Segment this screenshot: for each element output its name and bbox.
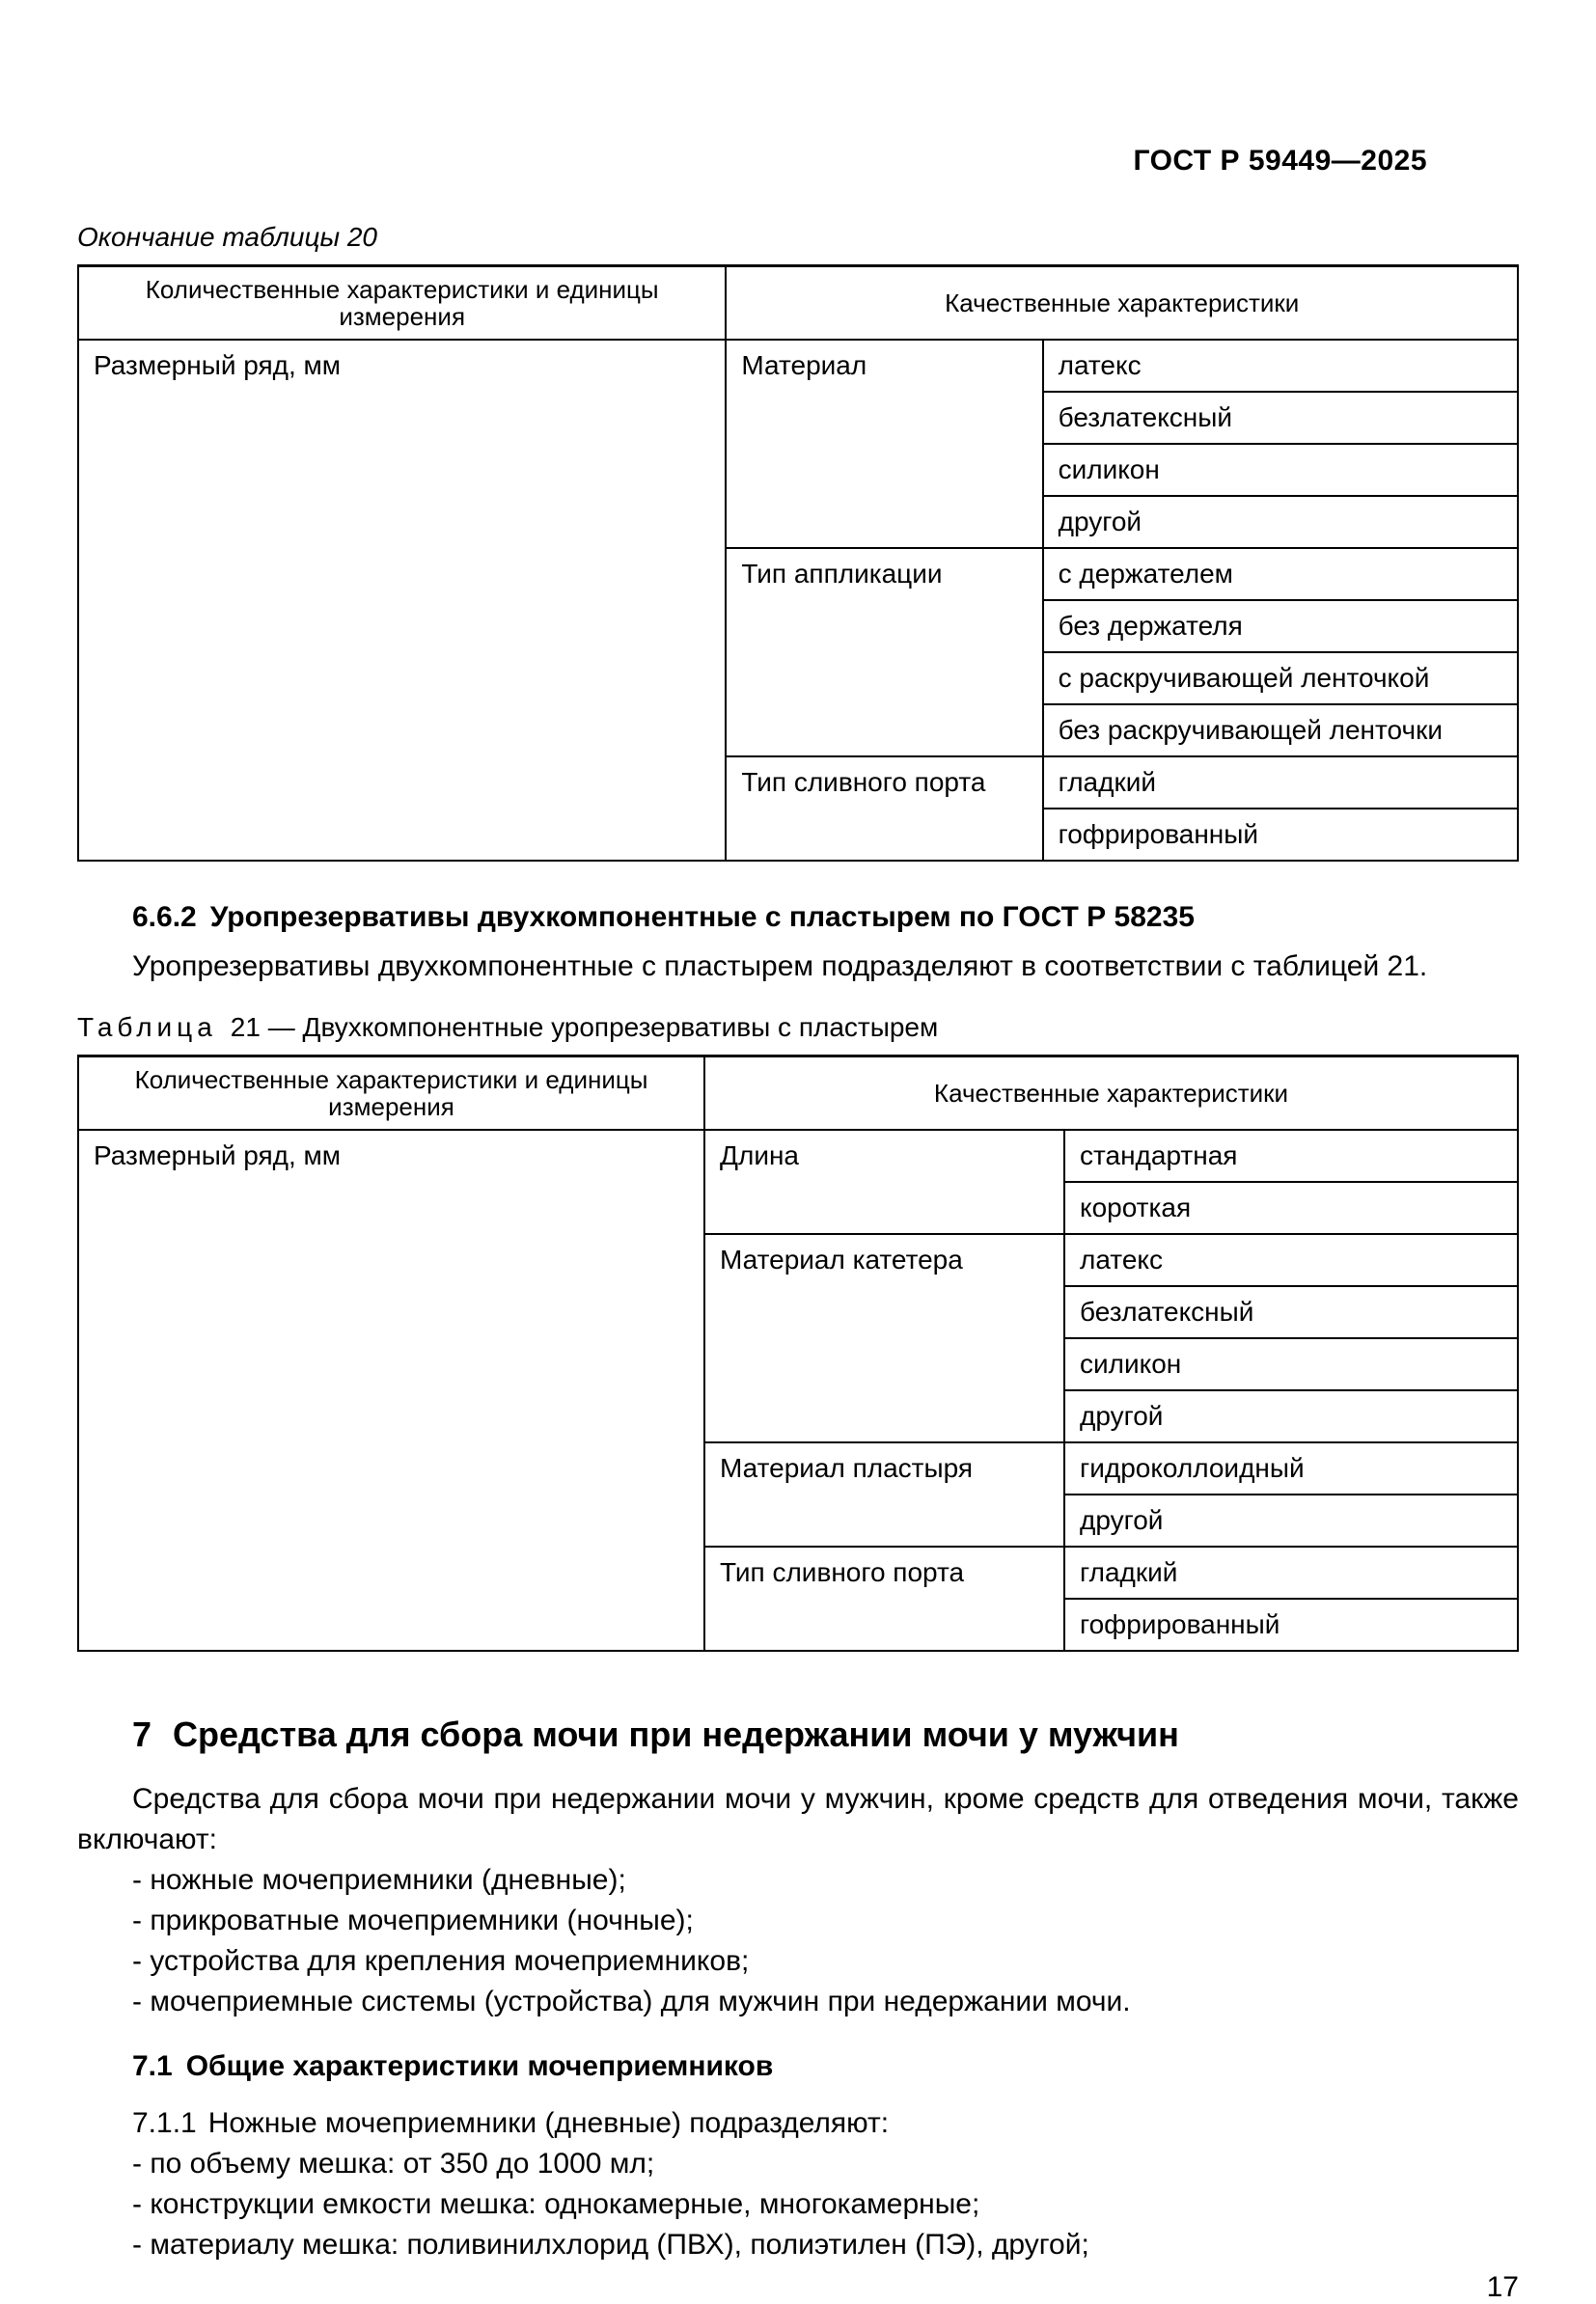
table-caption-text: 21 — Двухкомпонентные уропрезервативы с пластырем — [230, 1012, 939, 1042]
value-cell: латекс — [1043, 340, 1518, 392]
heading-number: 7.1 — [132, 2050, 173, 2082]
header-qualitative: Качественные характеристики — [704, 1056, 1518, 1131]
heading-text: Уропрезервативы двухкомпонентные с пластырем по ГОСТ Р 58235 — [209, 901, 1195, 933]
heading-6-6-2 — [77, 900, 1519, 935]
header-quantitative: Количественные характеристики и единицы измерения — [78, 266, 726, 341]
value-cell: стандартная — [1064, 1130, 1518, 1182]
value-cell: гофрированный — [1064, 1599, 1518, 1651]
heading-section-7 — [77, 1714, 1519, 1756]
header-quantitative: Количественные характеристики и единицы измерения — [78, 1056, 704, 1131]
size-range-cell: Размерный ряд, мм — [78, 1130, 704, 1651]
doc-code: ГОСТ Р 59449—2025 — [1133, 145, 1427, 177]
list-item: - по объему мешка: от 350 до 1000 мл; — [132, 2148, 655, 2180]
table-row — [78, 340, 1518, 392]
header-qualitative: Качественные характеристики — [726, 266, 1518, 341]
group-label-cell: Длина — [704, 1130, 1064, 1234]
list-item: - материалу мешка: поливинилхлорид (ПВХ), полиэтилен (ПЭ), другой; — [132, 2229, 1089, 2261]
value-cell: латекс — [1064, 1234, 1518, 1286]
list-item: - устройства для крепления мочеприемников; — [132, 1945, 750, 1977]
group-label-cell: Тип сливного порта — [726, 756, 1042, 861]
paragraph-section-7-intro: Средства для сбора мочи при недержании мочи у мужчин, кроме средств для отведения мочи, также включают: — [77, 1783, 1519, 1855]
heading-7-1 — [77, 2049, 1519, 2084]
group-label-cell: Материал — [726, 340, 1042, 548]
heading-text: Общие характеристики мочеприемников — [185, 2050, 774, 2082]
value-cell: силикон — [1043, 444, 1518, 496]
value-cell: другой — [1064, 1390, 1518, 1442]
list-item: - мочеприемные системы (устройства) для мужчин при недержании мочи. — [132, 1986, 1131, 2017]
table-word: Таблица — [77, 1012, 217, 1042]
value-cell: гладкий — [1043, 756, 1518, 809]
value-cell: гофрированный — [1043, 809, 1518, 861]
heading-text: Средства для сбора мочи при недержании мочи у мужчин — [173, 1714, 1179, 1754]
value-cell: другой — [1064, 1495, 1518, 1547]
page-number: 17 — [1486, 2271, 1519, 2303]
table-header-row — [78, 1056, 1518, 1131]
group-label-cell: Тип сливного порта — [704, 1547, 1064, 1651]
heading-number: 6.6.2 — [132, 901, 197, 933]
clause-text: Ножные мочеприемники (дневные) подразделяют: — [207, 2107, 890, 2139]
value-cell: силикон — [1064, 1338, 1518, 1390]
table-21 — [77, 1055, 1519, 1652]
list-item: - конструкции емкости мешка: однокамерные, многокамерные; — [132, 2188, 980, 2220]
paragraph-6-6-2: Уропрезервативы двухкомпонентные с пластырем подразделяют в соответствии с таблицей 21. — [132, 950, 1428, 982]
table-row — [78, 1130, 1518, 1182]
size-range-cell: Размерный ряд, мм — [78, 340, 726, 861]
value-cell: гидроколлоидный — [1064, 1442, 1518, 1495]
group-label-cell: Тип аппликации — [726, 548, 1042, 756]
table-20-end-caption: Окончание таблицы 20 — [77, 222, 377, 252]
value-cell: без раскручивающей ленточки — [1043, 704, 1518, 756]
group-label-cell: Материал катетера — [704, 1234, 1064, 1442]
value-cell: безлатексный — [1043, 392, 1518, 444]
clause-number: 7.1.1 — [132, 2107, 197, 2139]
group-label-cell: Материал пластыря — [704, 1442, 1064, 1547]
value-cell: с держателем — [1043, 548, 1518, 600]
value-cell: короткая — [1064, 1182, 1518, 1234]
paragraph-7-1-1 — [77, 2103, 1519, 2144]
value-cell: другой — [1043, 496, 1518, 548]
list-item: - прикроватные мочеприемники (ночные); — [132, 1905, 694, 1936]
table-20-end — [77, 264, 1519, 862]
value-cell: без держателя — [1043, 600, 1518, 652]
value-cell: безлатексный — [1064, 1286, 1518, 1338]
heading-number: 7 — [132, 1714, 152, 1754]
table-21-caption — [77, 1012, 1519, 1043]
value-cell: гладкий — [1064, 1547, 1518, 1599]
value-cell: с раскручивающей ленточкой — [1043, 652, 1518, 704]
table-header-row — [78, 266, 1518, 341]
list-item: - ножные мочеприемники (дневные); — [132, 1864, 626, 1896]
